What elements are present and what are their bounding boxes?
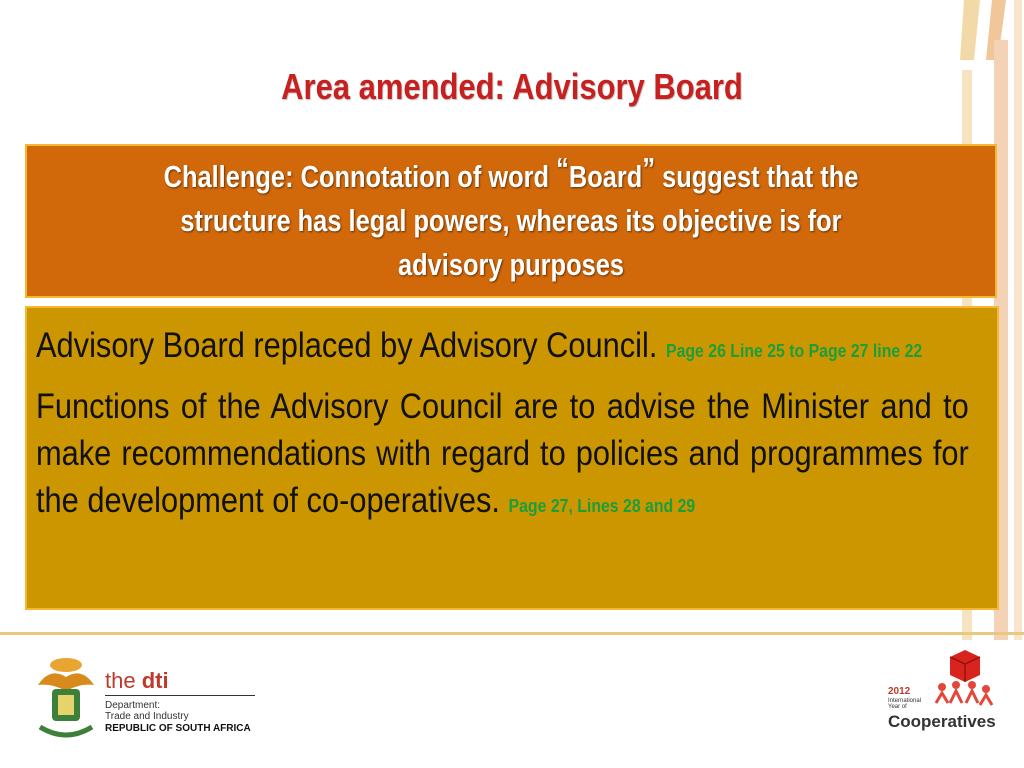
challenge-text <box>60 151 962 287</box>
coop-subtitle: International Year of <box>888 698 922 710</box>
challenge-quoted-word: Board <box>568 159 643 194</box>
dti-wordmark: the dti <box>105 668 169 693</box>
content-box <box>25 306 999 610</box>
footer-divider <box>0 632 1024 635</box>
slide-title: Area amended: Advisory Board <box>281 66 743 107</box>
page-reference: Page 27, Lines 28 and 29 <box>508 496 696 516</box>
coop-year: 2012 <box>888 686 911 697</box>
paragraph-text: Advisory Board replaced by Advisory Council. <box>36 326 658 365</box>
coop-name: Cooperatives <box>888 712 996 731</box>
page-reference: Page 26 Line 25 to Page 27 line 22 <box>665 341 923 361</box>
paragraph-functions <box>36 383 969 524</box>
paragraph-advisory-council <box>36 326 969 371</box>
challenge-line3: advisory purposes <box>397 247 625 282</box>
challenge-close-quote: ” <box>642 151 656 186</box>
dti-country: REPUBLIC OF SOUTH AFRICA <box>105 723 251 734</box>
paragraph-text: Functions of the Advisory Council are to advise the Minister and to make recommendations with regard to policies and programmes for the development of co-operatives. <box>36 387 969 520</box>
challenge-line1-end: suggest that the <box>655 159 859 194</box>
challenge-open-quote: “ <box>556 151 569 186</box>
challenge-line1-start: Challenge: Connotation of word <box>163 159 557 194</box>
challenge-line2: structure has legal powers, whereas its objective is for <box>180 203 842 238</box>
content-body <box>36 326 969 536</box>
dti-rule <box>105 695 255 696</box>
dti-department: Department: Trade and Industry <box>105 700 189 722</box>
challenge-box <box>25 144 997 298</box>
